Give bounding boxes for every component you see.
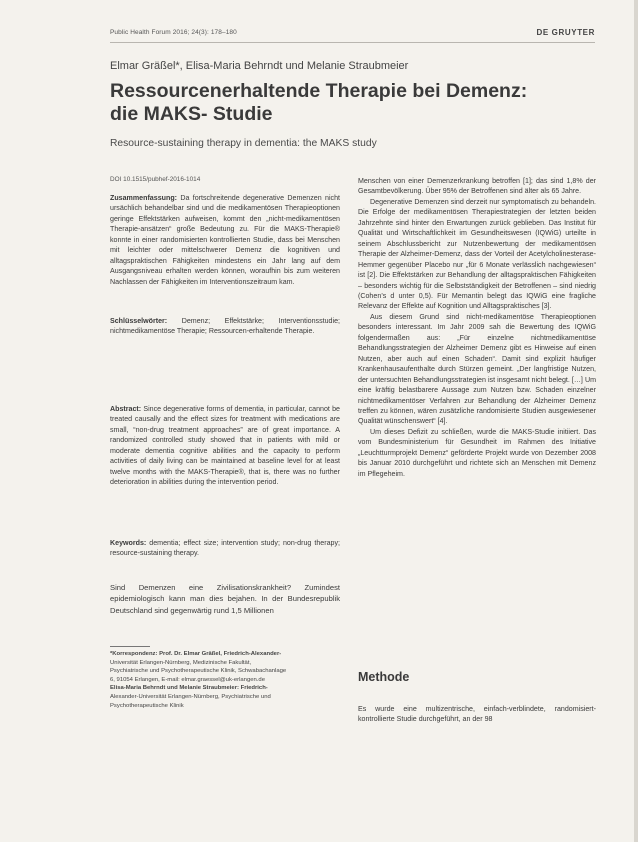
section-heading-methode: Methode <box>358 670 410 684</box>
keywords-german-label: Schlüsselwörter: <box>110 317 168 325</box>
footnote-line: Elisa-Maria Behrndt und Melanie Straubmeier: Friedrich- <box>110 685 268 692</box>
footnote-rule <box>110 646 150 647</box>
abstract-german-label: Zusammenfassung: <box>110 194 178 202</box>
intro-paragraph <box>110 582 340 616</box>
keywords-english-text: dementia; effect size; intervention study; non-drug therapy; resource-sustaining therapy. <box>110 539 340 558</box>
body-paragraph: Menschen von einer Demenzerkrankung betroffen [1]; das sind 1,8% der Gesamtbevölkerung. Über 95% der Betroffenen sind älter als 65 Jahre. <box>358 177 596 196</box>
abstract-english-label: Abstract: <box>110 405 142 413</box>
correspondence-footnote <box>110 650 340 710</box>
title-line-1: Ressourcenerhaltende Therapie bei Demenz: <box>110 80 528 102</box>
running-header <box>110 28 595 43</box>
footnote-line: 6, 91054 Erlangen, E-mail: elmar.graessel@uk-erlangen.de <box>110 676 265 683</box>
body-paragraph: Um dieses Defizit zu schließen, wurde die MAKS-Studie initiiert. Das vom Bundesministerium für Gesundheit im Rahmen des Initiative „Leuchtturmprojekt Demenz“ geförderte Projekt wurde von Dezember 2008 bis Januar 2010 durchgeführt und richtete sich an Menschen mit Demenz im Pflegeheim. <box>358 427 596 478</box>
journal-citation: Public Health Forum 2016; 24(3): 178–180 <box>110 29 237 36</box>
footnote-line: Alexander-Universität Erlangen-Nürnberg, Psychiatrische und <box>110 693 271 700</box>
doi: DOI 10.1515/pubhef-2016-1014 <box>110 176 201 183</box>
footnote-line: *Korrespondenz: Prof. Dr. Elmar Gräßel, Friedrich-Alexander- <box>110 651 282 657</box>
keywords-english-label: Keywords: <box>110 539 147 547</box>
keywords-english <box>110 538 340 559</box>
publisher-logo: DE GRUYTER <box>536 28 595 37</box>
abstract-english-text: Since degenerative forms of dementia, in particular, cannot be treated causally and the effect sizes for treatment with medications are small, “non-drug treatment approaches” are of great importance. A randomized controlled study showed that in patients with mild or moderate dementia cognitive abilities and the capacity to perform activities of daily living can be maintained at baseline level for at least twelve months with the MAKS-Therapie®, that is, there was no further deterioration in abilities during the intervention period. <box>110 405 340 487</box>
abstract-german <box>110 193 340 287</box>
article-subtitle: Resource-sustaining therapy in dementia: the MAKS study <box>110 138 377 149</box>
authors: Elmar Gräßel*, Elisa-Maria Behrndt und Melanie Straubmeier <box>110 60 409 72</box>
article-title <box>110 80 580 126</box>
body-paragraph: Aus diesem Grund sind nicht-medikamentöse Therapieoptionen besonders interessant. Im Jahr 2009 sah die Bewertung des IQWiG folgendermaßen aus: „Für einzelne nichtmedikamentöse Behandlungsstrategien der Alzheimer Demenz gibt es Hinweise auf einen Nutzen, aber auch auf einen Schaden“. Damit sind explizit häufiger Krankenhausaufenthalte durch Stürzen gemeint. „Der langfristige Nutzen, der untersuchten Behandlungsstrategien ist insgesamt nicht belegt. […] Um eine kräftig belastbarere Aussage zum Nutzen bzw. Schaden einzelner nichtmedikamentöser Verfahren zur Behandlung der Alzheimer Demenz treffen zu können, wären zusätzliche randomisierte Studien ausgewiesener Qualität wünschenswert“ [4]. <box>358 312 596 426</box>
method-paragraph <box>358 704 596 725</box>
keywords-german <box>110 316 340 337</box>
method-text: Es wurde eine multizentrische, einfach-verblindete, randomisiert-kontrollierte Studie durchgeführt, an der 98 <box>358 705 596 724</box>
footnote-line: Universität Erlangen-Nürnberg, Medizinische Fakultät, <box>110 659 252 666</box>
body-column-right <box>358 176 596 479</box>
scan-edge <box>634 0 638 842</box>
footnote-line: Psychiatrische und Psychotherapeutische Klinik, Schwabachanlage <box>110 668 287 675</box>
title-line-2: die MAKS- Studie <box>110 103 273 125</box>
intro-text: Sind Demenzen eine Zivilisationskrankheit? Zumindest epidemiologisch kann man dies bejahen. In der Bundesrepublik Deutschland sind gegenwärtig rund 1,5 Millionen <box>110 583 340 615</box>
body-paragraph: Degenerative Demenzen sind derzeit nur symptomatisch zu behandeln. Die Erfolge der medikamentösen Therapiestrategien der letzten beiden Jahrzehnte sind hinter den Erwartungen zurück geblieben. Das Institut für Qualität und Wirtschaftlichkeit im Gesundheitswesen (IQWiG) urteilte in seinem Abschlussbericht zur Nutzenbewertung der medikamentösen Therapie der Alzheimer-Demenz, dass der Vorteil der Acetylcholinesterase-Hemmer gegenüber Placebo nur „für 6 Monate verlässlich nachgewiesen“ ist [2]. Die Effektstärken zur Behandlung der alltagspraktischen Fähigkeiten – besonders wichtig für die Selbstständigkeit der Betroffenen – sind niedrig (Cohen’s d unter 0,5). Für Memantin belegt das IQWiG eine fragliche Relevanz der Effekte auf Kognition und Alltagspraktisches [3]. <box>358 197 596 311</box>
abstract-german-text: Da fortschreitende degenerative Demenzen nicht ursächlich behandelbar sind und die medikamentösen Therapieoptionen geringe Effektstärken aufweisen, kommt den „nicht-medikamentösen Therapie-ansätzen“ große Bedeutung zu. Für die MAKS-Therapie® konnte in einer randomisierten kontrollierten Studie, dass bei Menschen mit leichter oder mittelschwerer Demenz die kognitiven und alltagspraktischen Fähigkeiten mindestens ein Jahr lang auf dem Ausgangsniveau erhalten werden können, woraufhin bis zum weiteren Nachlassen der Fähigkeiten im Interventionszeitraum kam. <box>110 194 340 286</box>
footnote-line: Psychotherapeutische Klinik <box>110 702 184 709</box>
keywords-german-text: Demenz; Effektstärke; Interventionsstudie; nichtmedikamentöse Therapie; Ressourcen-erhaltende Therapie. <box>110 317 340 336</box>
abstract-english <box>110 404 340 488</box>
